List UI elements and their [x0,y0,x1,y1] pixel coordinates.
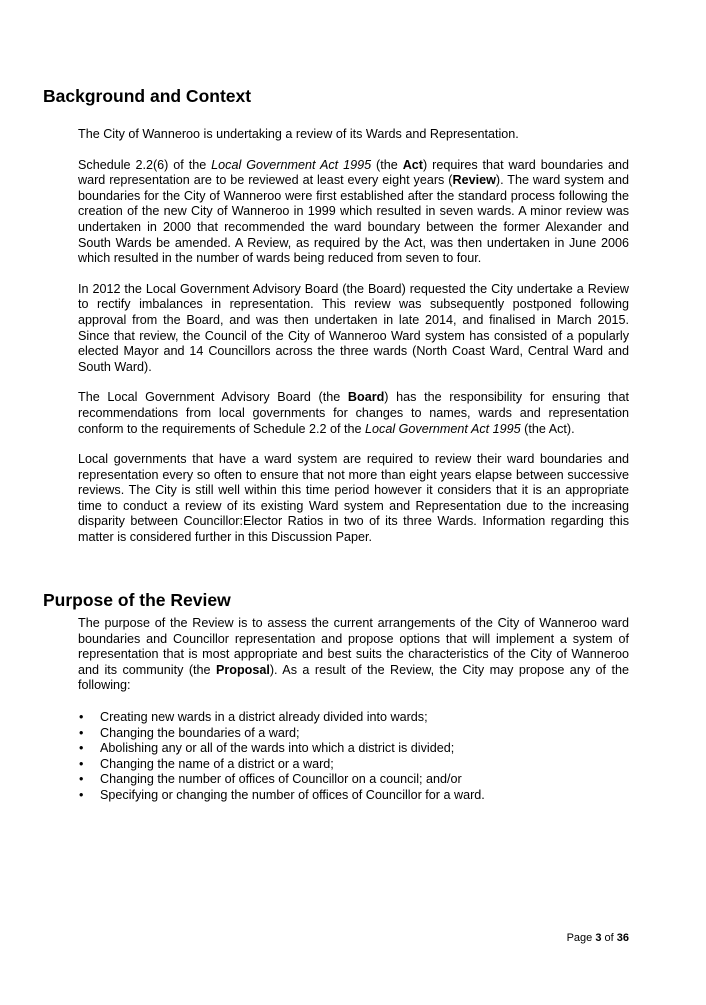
purpose-paragraph-1: The purpose of the Review is to assess the current arrangements of the City of Wanneroo ward boundaries and Councillor representation and propose options that will implement a system of representation that is most appropriate and best suits the characteristics of the City of Wanneroo and its community (the Proposal). As a result of the Review, the City may propose any of the following: [78,616,630,693]
review-options-list [78,710,485,804]
total-pages-number: 36 [616,932,629,944]
section-heading-purpose: Purpose of the Review [43,590,231,610]
bullet-icon: • [79,741,84,756]
list-item: • Creating new wards in a district already divided into wards; [79,710,428,724]
bullet-icon: • [79,725,84,740]
background-paragraph-5: Local governments that have a ward system are required to review their ward boundaries and representation every so often to ensure that not more than eight years elapse between successive reviews. The City is still well within this time period however it considers that it is an appropriate time to conduct a review of its existing Ward system and Representation due to the increasing disparity between Councillor:Elector Ratios in two of its three Wards. Information regarding this matter is considered further in this Discussion Paper. [78,452,629,545]
list-item: • Changing the name of a district or a ward; [79,756,334,771]
section-heading-background: Background and Context [43,86,252,106]
bullet-icon: • [79,756,84,771]
background-paragraph-4: The Local Government Advisory Board (the Board) has the responsibility for ensuring that recommendations from local governments for changes to names, wards and representation conform to the requirements of Schedule 2.2 of the Local Government Act 1995 (the Act). [78,390,630,436]
bullet-icon: • [79,772,84,787]
purpose-body [78,616,629,694]
background-paragraph-2: Schedule 2.2(6) of the Local Government Act 1995 (the Act) requires that ward boundaries and ward representation are to be reviewed at least every eight years (Review). The ward system and boundaries for the City of Wanneroo were first established after the standard process following the creation of the new City of Wanneroo in 1999 which resulted in seven wards. A minor review was undertaken in 2000 that recommended the ward boundary between the former Alexander and South Wards be amended. A Review, as required by the Act, was then undertaken in June 2006 which resulted in the number of wards being reduced from seven to four. [78,157,629,266]
list-item: • Changing the boundaries of a ward; [79,725,300,740]
bullet-icon: • [79,787,84,802]
current-page-number: 3 [595,932,602,944]
background-paragraph-1: The City of Wanneroo is undertaking a review of its Wards and Representation. [78,127,519,141]
list-item: • Specifying or changing the number of offices of Councillor for a ward. [79,787,485,802]
page-number-footer: Page 3 of 36 [566,932,629,944]
list-item: • Abolishing any or all of the wards into which a district is divided; [79,741,455,756]
bullet-icon: • [79,710,84,724]
list-item: • Changing the number of offices of Councillor on a council; and/or [79,772,462,787]
background-paragraph-3: In 2012 the Local Government Advisory Board (the Board) requested the City undertake a Review to rectify imbalances in representation. This review was subsequently postponed following approval from the Board, and was then undertaken in late 2014, and finalised in March 2015. Since that review, the Council of the City of Wanneroo Ward system has consisted of a popularly elected Mayor and 14 Councillors across the three wards (North Coast Ward, Central Ward and South Ward). [78,281,629,374]
background-body [78,127,629,546]
